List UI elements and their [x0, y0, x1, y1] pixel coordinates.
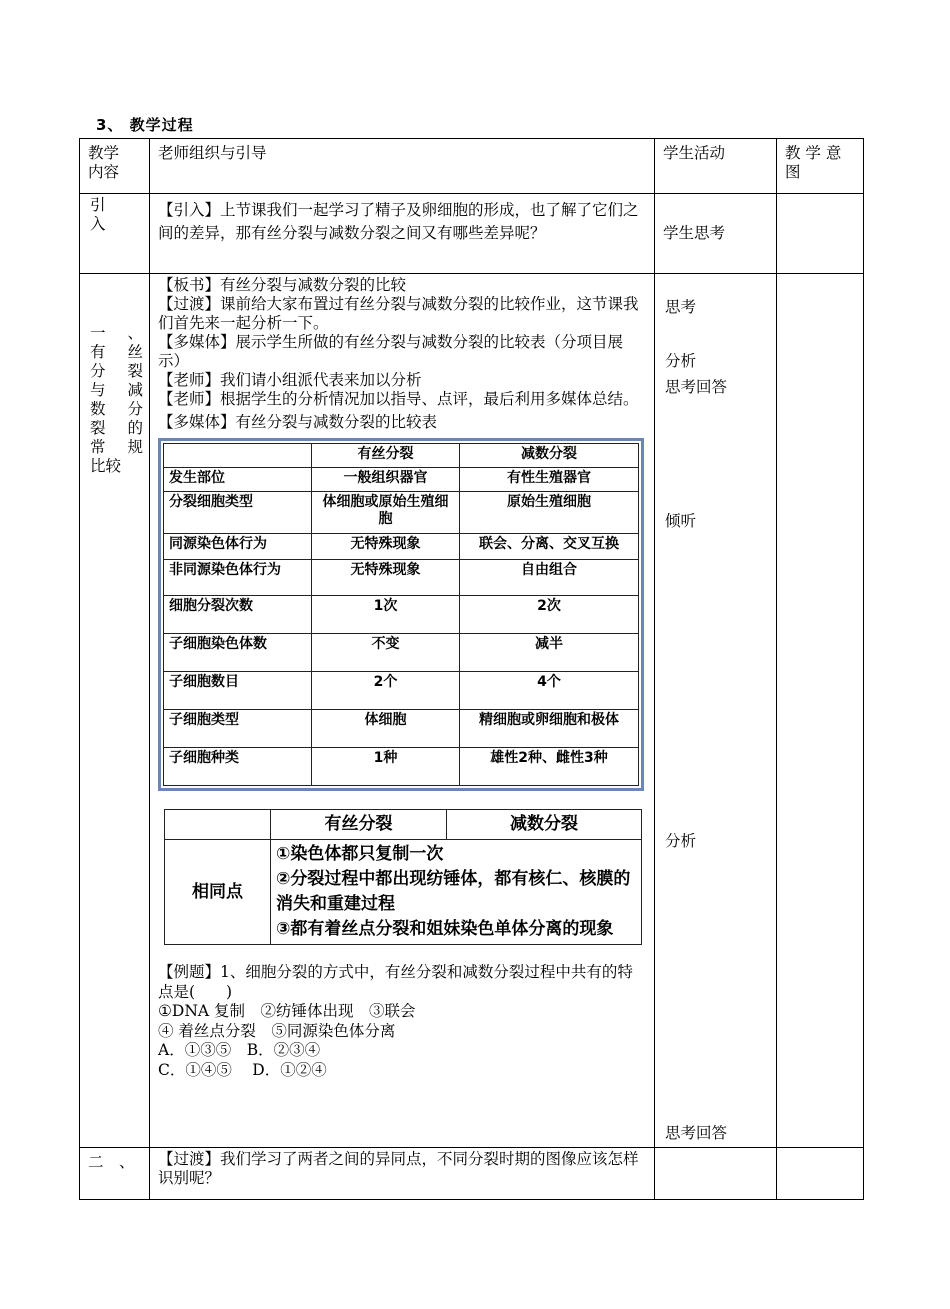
cmp-cell: 4个 [460, 672, 639, 710]
content-line [90, 381, 143, 400]
content-char: 、 [127, 324, 143, 342]
cmp-cell: 体细胞或原始生殖细胞 [312, 492, 460, 534]
intro-teacher: 【引入】上节课我们一起学习了精子及卵细胞的形成，也了解了它们之间的差异，那有丝分裂与减数分裂之间又有哪些差异呢？ [150, 194, 655, 274]
comparison-teacher [150, 274, 655, 1148]
similarity-image [164, 809, 642, 945]
content-line [90, 343, 143, 362]
cmp-cell: 雄性2种、雌性3种 [460, 748, 639, 786]
header-student: 学生活动 [655, 139, 777, 194]
content-line [90, 324, 143, 343]
section-heading: 3、 教学过程 [96, 116, 194, 134]
cmp-header: 减数分裂 [460, 444, 639, 468]
intro-line1: 引 [90, 196, 106, 214]
intro-content [80, 194, 150, 274]
header-intent [777, 139, 864, 194]
cmp-cell: 1次 [312, 596, 460, 634]
header-intent-line1: 教 学 意 [785, 144, 842, 162]
cmp-cell: 发生部位 [164, 468, 312, 492]
cmp-cell: 自由组合 [460, 560, 639, 596]
content-line [90, 362, 143, 381]
example-line: ①DNA 复制 ②纺锤体出现 ③联会 [158, 1002, 416, 1020]
teacher-para: 【老师】根据学生的分析情况加以指导、点评，最后利用多媒体总结。 [158, 390, 639, 408]
section2-teacher: 【过渡】我们学习了两者之间的异同点，不同分裂时期的图像应该怎样识别呢？ [150, 1148, 655, 1200]
cmp-cell: 一般组织器官 [312, 468, 460, 492]
teacher-para: 【过渡】课前给大家布置过有丝分裂与减数分裂的比较作业，这节课我们首先来一起分析一下。 [158, 295, 639, 332]
cmp-cell: 体细胞 [312, 710, 460, 748]
comparison-content [80, 274, 150, 1148]
cmp-cell: 2次 [460, 596, 639, 634]
section2-content: 二 、 [80, 1148, 150, 1200]
cmp-cell: 分裂细胞类型 [164, 492, 312, 534]
cmp-cell: 2个 [312, 672, 460, 710]
cmp-cell: 无特殊现象 [312, 560, 460, 596]
cmp-cell: 非同源染色体行为 [164, 560, 312, 596]
teacher-para: 【老师】我们请小组派代表来加以分析 [158, 371, 422, 389]
cmp-cell: 减半 [460, 634, 639, 672]
content-char: 常 [90, 438, 106, 456]
student-activity: 思考 [665, 298, 697, 316]
example-line: C．①④⑤ D．①②④ [158, 1060, 327, 1079]
same-label: 相同点 [165, 840, 271, 945]
cmp-cell: 无特殊现象 [312, 534, 460, 560]
content-char: 比较 [90, 457, 122, 475]
example-line: ④ 着丝点分裂 ⑤同源染色体分离 [158, 1021, 396, 1040]
content-char: 减 [127, 381, 143, 399]
student-activity: 思考回答 [665, 1124, 728, 1142]
header-teacher: 老师组织与引导 [150, 139, 655, 194]
student-activity: 思考回答 [665, 378, 728, 396]
comparison-image [158, 438, 644, 791]
section2-student [655, 1148, 777, 1200]
student-activity: 分析 [665, 352, 697, 370]
media-caption: 【多媒体】有丝分裂与减数分裂的比较表 [158, 413, 438, 431]
content-char: 数 [90, 400, 106, 418]
example-question [158, 963, 646, 1080]
intro-row [80, 194, 864, 274]
example-line: A．①③⑤ B．②③④ [158, 1041, 321, 1059]
content-char: 裂 [90, 419, 106, 437]
same-point: ①染色体都只复制一次 [276, 844, 444, 864]
header-row [80, 139, 864, 194]
content-char: 分 [127, 400, 143, 418]
same-header: 有丝分裂 [271, 810, 447, 840]
intro-student: 学生思考 [655, 194, 777, 274]
content-line [90, 400, 143, 419]
same-points [271, 840, 642, 945]
content-char: 丝 [127, 343, 143, 361]
comparison-row [80, 274, 864, 1148]
cmp-header-empty [164, 444, 312, 468]
content-char: 与 [90, 381, 106, 399]
cmp-cell: 原始生殖细胞 [460, 492, 639, 534]
header-content [80, 139, 150, 194]
content-char: 的 [127, 419, 143, 437]
similarity-table [164, 809, 642, 945]
same-header-empty [165, 810, 271, 840]
teacher-para: 【多媒体】展示学生所做的有丝分裂与减数分裂的比较表（分项目展示） [158, 333, 624, 370]
section2-intent [777, 1148, 864, 1200]
same-header: 减数分裂 [447, 810, 642, 840]
teaching-process-table [79, 138, 864, 1200]
content-char: 分 [90, 362, 106, 380]
cmp-cell: 子细胞数目 [164, 672, 312, 710]
second-section-row [80, 1148, 864, 1200]
cmp-cell: 联会、分离、交叉互换 [460, 534, 639, 560]
same-point: ③都有着丝点分裂和姐妹染色单体分离的现象 [276, 919, 614, 939]
content-char: 裂 [127, 362, 143, 380]
intro-intent [777, 194, 864, 274]
cmp-cell: 子细胞类型 [164, 710, 312, 748]
student-activity: 倾听 [665, 512, 697, 530]
content-line [90, 457, 143, 476]
content-char: 有 [90, 343, 106, 361]
cmp-cell: 有性生殖器官 [460, 468, 639, 492]
content-char: 规 [127, 438, 143, 456]
cmp-cell: 子细胞染色体数 [164, 634, 312, 672]
cmp-cell: 同源染色体行为 [164, 534, 312, 560]
comparison-student [655, 274, 777, 1148]
example-line: 【例题】1、细胞分裂的方式中，有丝分裂和减数分裂过程中共有的特点是( ) [158, 963, 633, 1001]
comparison-intent [777, 274, 864, 1148]
intro-line2: 入 [90, 215, 106, 233]
teacher-para: 【板书】有丝分裂与减数分裂的比较 [158, 276, 407, 294]
cmp-cell: 1种 [312, 748, 460, 786]
comparison-table [163, 443, 639, 786]
content-line [90, 438, 143, 457]
content-line [90, 419, 143, 438]
cmp-cell: 不变 [312, 634, 460, 672]
student-activity: 分析 [665, 832, 697, 850]
header-intent-line2: 图 [785, 163, 801, 181]
cmp-cell: 精细胞或卵细胞和极体 [460, 710, 639, 748]
header-content-line1: 教学 [88, 144, 120, 162]
cmp-cell: 细胞分裂次数 [164, 596, 312, 634]
cmp-header: 有丝分裂 [312, 444, 460, 468]
same-point: ②分裂过程中都出现纺锤体，都有核仁、核膜的消失和重建过程 [276, 869, 631, 914]
header-content-line2: 内容 [88, 163, 120, 181]
content-char: 一 [90, 324, 106, 342]
cmp-cell: 子细胞种类 [164, 748, 312, 786]
